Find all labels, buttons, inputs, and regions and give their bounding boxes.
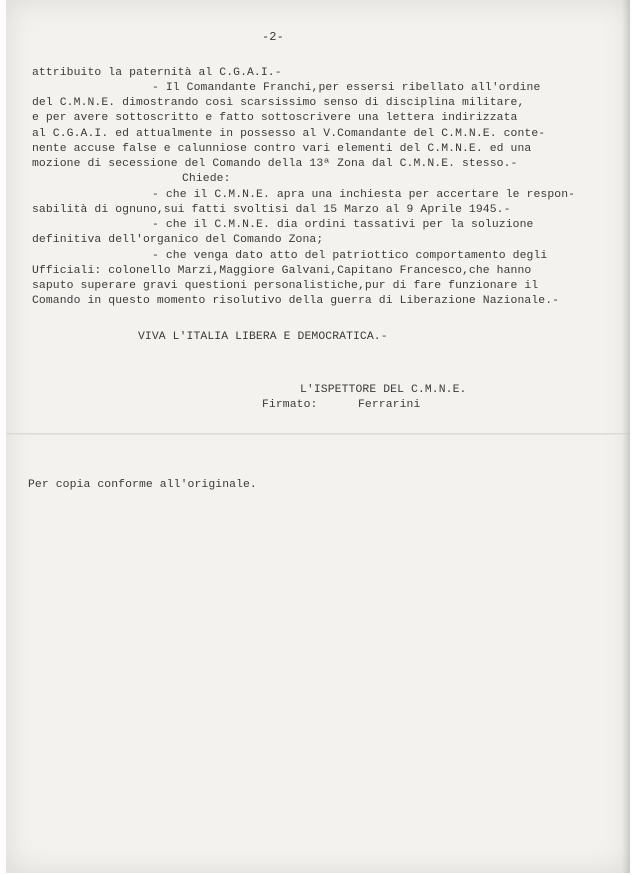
closing-motto: VIVA L'ITALIA LIBERA E DEMOCRATICA.- <box>138 331 388 343</box>
text-line: del C.M.N.E. dimostrando così scarsissimo senso di disciplina militare, <box>32 97 525 109</box>
text-line: Comando in questo momento risolutivo della guerra di Liberazione Nazionale.- <box>32 295 560 307</box>
page-number: -2- <box>262 30 284 44</box>
paper-edge-shadow <box>622 0 630 873</box>
text-line: saputo superare gravi questioni personalistiche,pur di fare funzionare il <box>32 280 539 292</box>
text-line: - Il Comandante Franchi,per essersi ribellato all'ordine <box>152 82 541 94</box>
text-line: nente accuse false e calunniose contro vari elementi del C.M.N.E. ed una <box>32 143 532 155</box>
text-line: - che venga dato atto del patriottico comportamento degli <box>152 250 548 262</box>
text-line: Chiede: <box>182 173 231 185</box>
text-line: al C.G.A.I. ed attualmente in possesso al V.Comandante del C.M.N.E. conte- <box>32 128 546 140</box>
text-line: attribuito la paternità al C.G.A.I.- <box>32 67 282 79</box>
copy-certification-note: Per copia conforme all'originale. <box>28 479 257 491</box>
text-line: Ufficiali: colonello Marzi,Maggiore Galvani,Capitano Francesco,che hanno <box>32 265 532 277</box>
signed-label: Firmato: <box>262 399 318 411</box>
paper-fold-crease <box>6 433 630 435</box>
text-line: mozione di secessione del Comando della 13ª Zona dal C.M.N.E. stesso.- <box>32 158 518 170</box>
signature-title: L'ISPETTORE DEL C.M.N.E. <box>300 384 467 396</box>
document-page <box>6 0 630 873</box>
text-line: definitiva dell'organico del Comando Zona; <box>32 234 324 246</box>
text-line: e per avere sottoscritto e fatto sottoscrivere una lettera indirizzata <box>32 112 518 124</box>
signatory-name: Ferrarini <box>358 399 421 411</box>
text-line: - che il C.M.N.E. dia ordini tassativi per la soluzione <box>152 219 534 231</box>
text-line: - che il C.M.N.E. apra una inchiesta per accertare le respon- <box>152 189 576 201</box>
text-line: sabilità di ognuno,sui fatti svoltisi dal 15 Marzo al 9 Aprile 1945.- <box>32 204 511 216</box>
